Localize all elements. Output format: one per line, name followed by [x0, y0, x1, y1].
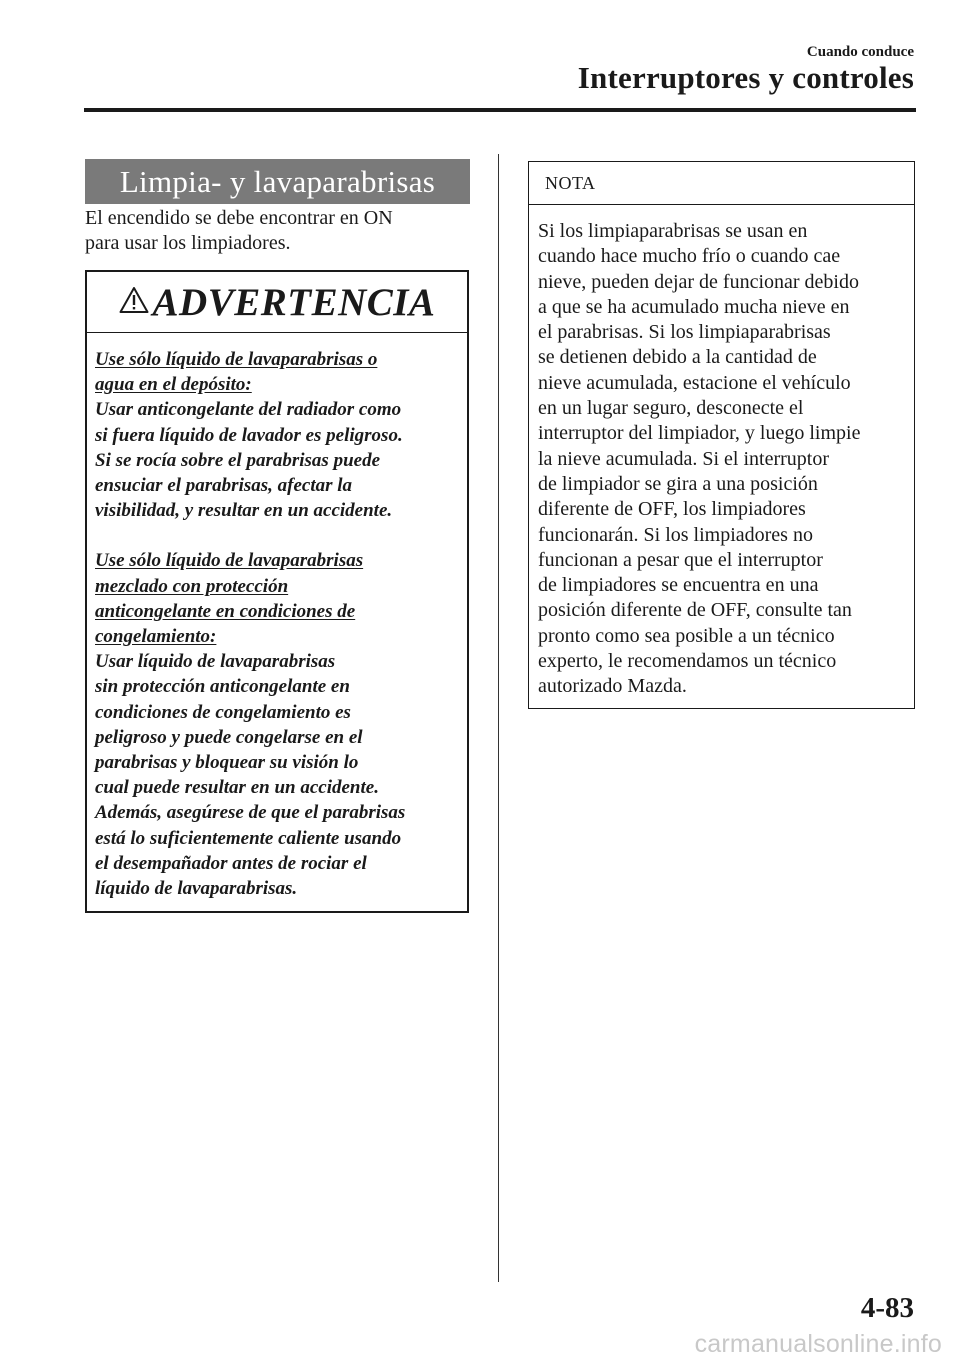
- note-line: nieve acumulada, estacione el vehículo: [538, 371, 851, 394]
- warning-heading-line: mezclado con protección: [95, 575, 289, 597]
- note-line: nieve, pueden dejar de funcionar debido: [538, 270, 859, 293]
- note-title: NOTA: [529, 162, 914, 205]
- warning-header: [87, 272, 467, 333]
- header-rule: [84, 108, 916, 112]
- warning-body: [87, 333, 467, 901]
- warning-heading-line: agua en el depósito:: [95, 374, 252, 396]
- note-body: [529, 205, 914, 700]
- page-header-title: Interruptores y controles: [577, 60, 914, 95]
- note-line: a que se ha acumulado mucha nieve en: [538, 295, 850, 318]
- note-line: experto, le recomendamos un técnico: [538, 650, 837, 673]
- section-title-banner: Limpia- y lavaparabrisas: [85, 159, 470, 204]
- warning-heading-line: Use sólo líquido de lavaparabrisas: [95, 550, 364, 572]
- intro-paragraph: [85, 206, 475, 256]
- note-line: autorizado Mazda.: [538, 675, 687, 698]
- warning-body-line: peligroso y puede congelarse en el: [95, 726, 363, 748]
- note-line: en un lugar seguro, desconecte el: [538, 397, 804, 420]
- warning-body-line: cual puede resultar en un accidente.: [95, 777, 379, 799]
- column-divider: [498, 154, 499, 1282]
- warning-heading-line: anticongelante en condiciones de: [95, 600, 356, 622]
- note-line: diferente de OFF, los limpiadores: [538, 498, 806, 521]
- chapter-label: Cuando conduce: [806, 44, 914, 60]
- note-box: [528, 161, 915, 709]
- warning-heading-line: Use sólo líquido de lavaparabrisas o: [95, 349, 378, 370]
- warning-box: [85, 270, 469, 913]
- note-line: de limpiador se gira a una posición: [538, 472, 818, 495]
- intro-line: El encendido se debe encontrar en ON: [85, 207, 393, 229]
- note-line: se detienen debido a la cantidad de: [538, 346, 817, 369]
- intro-line: para usar los limpiadores.: [85, 232, 291, 254]
- warning-body-line: líquido de lavaparabrisas.: [95, 878, 298, 900]
- warning-body-line: Además, asegúrese de que el parabrisas: [95, 802, 406, 824]
- note-line: pronto como sea posible a un técnico: [538, 624, 835, 647]
- paragraph-gap: [95, 523, 467, 548]
- warning-heading-line: congelamiento:: [95, 626, 217, 648]
- note-line: de limpiadores se encuentra en una: [538, 574, 819, 597]
- warning-body-line: el desempañador antes de rociar el: [95, 852, 367, 874]
- note-line: funcionan a pesar que el interruptor: [538, 548, 823, 571]
- watermark: carmanualsonline.info: [694, 1330, 942, 1358]
- warning-title: ADVERTENCIA: [152, 280, 436, 324]
- note-line: funcionarán. Si los limpiadores no: [538, 523, 813, 546]
- warning-body-line: si fuera líquido de lavador es peligroso.: [95, 424, 403, 446]
- warning-body-line: sin protección anticongelante en: [95, 676, 350, 698]
- warning-body-line: Usar líquido de lavaparabrisas: [95, 651, 336, 673]
- note-line: interruptor del limpiador, y luego limpie: [538, 422, 861, 445]
- page-number: 4-83: [860, 1292, 914, 1324]
- warning-body-line: Usar anticongelante del radiador como: [95, 399, 402, 421]
- warning-body-line: está lo suficientemente caliente usando: [95, 827, 402, 849]
- warning-triangle-icon: [119, 286, 149, 314]
- note-line: la nieve acumulada. Si el interruptor: [538, 447, 830, 470]
- warning-body-line: parabrisas y bloquear su visión lo: [95, 752, 359, 774]
- note-line: el parabrisas. Si los limpiaparabrisas: [538, 321, 831, 344]
- warning-body-line: ensuciar el parabrisas, afectar la: [95, 475, 353, 497]
- note-line: Si los limpiaparabrisas se usan en: [538, 220, 808, 242]
- warning-body-line: Si se rocía sobre el parabrisas puede: [95, 449, 380, 471]
- note-line: cuando hace mucho frío o cuando cae: [538, 245, 841, 268]
- warning-body-line: visibilidad, y resultar en un accidente.: [95, 500, 393, 522]
- note-line: posición diferente de OFF, consulte tan: [538, 599, 852, 622]
- warning-body-line: condiciones de congelamiento es: [95, 701, 351, 723]
